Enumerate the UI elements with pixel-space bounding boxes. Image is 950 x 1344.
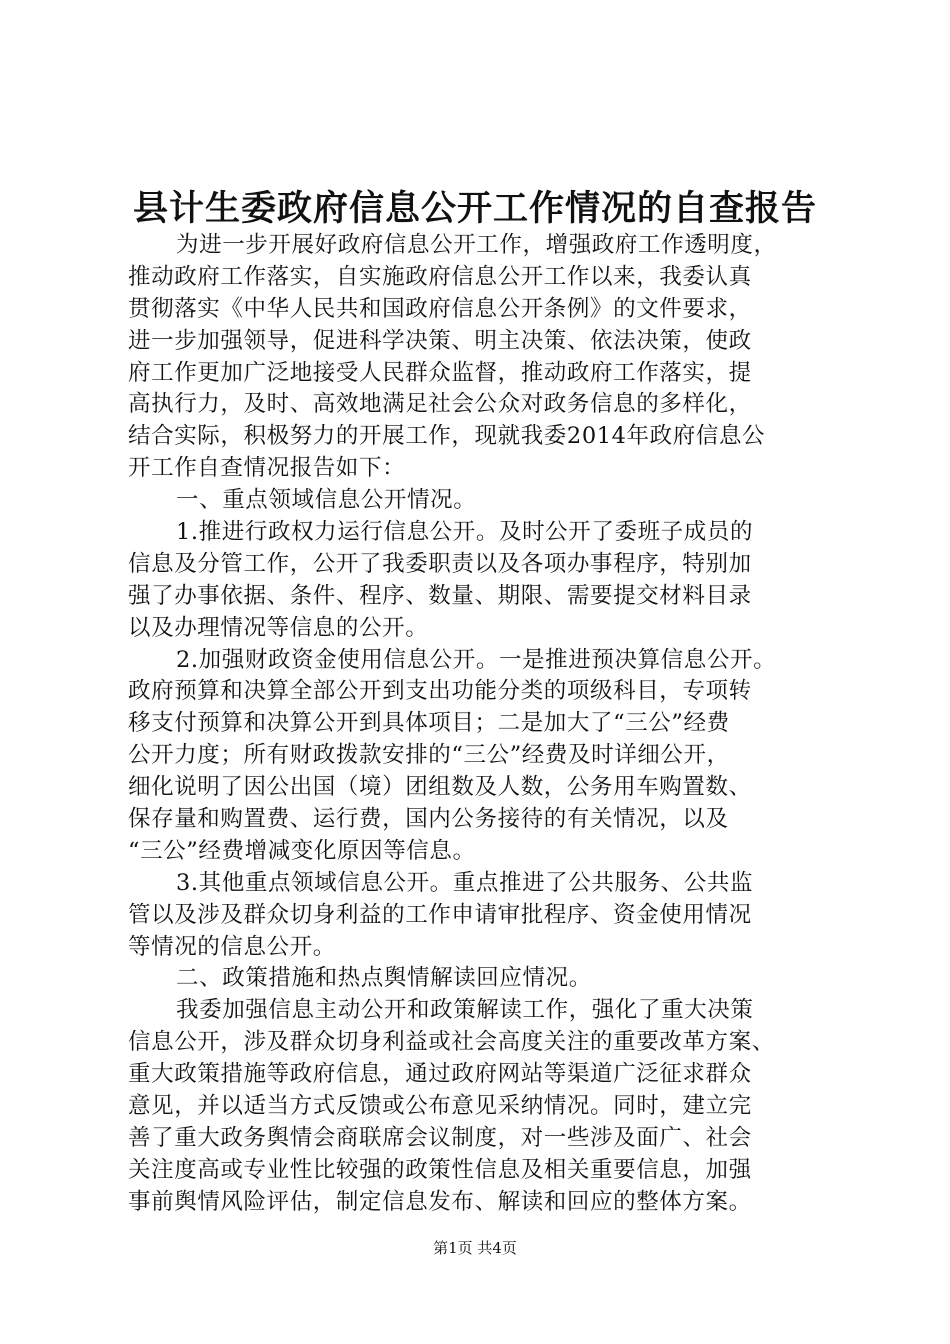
paragraph-intro-line: 府工作更加广泛地接受人民群众监督，推动政府工作落实，提 — [128, 359, 752, 386]
item-2-line: 保存量和购置费、运行费，国内公务接待的有关情况，以及 — [128, 806, 729, 833]
paragraph-intro-line: 贯彻落实《中华人民共和国政府信息公开条例》的文件要求， — [128, 295, 752, 322]
paragraph-policy-line: 事前舆情风险评估，制定信息发布、解读和回应的整体方案。 — [128, 1188, 752, 1215]
item-2-line: 2.加强财政资金使用信息公开。一是推进预决算信息公开。 — [176, 646, 777, 673]
item-2-line: 移支付预算和决算公开到具体项目；二是加大了“三公”经费 — [128, 710, 730, 737]
page-footer: 第1页 共4页 — [433, 1239, 517, 1257]
item-2-line: 细化说明了因公出国（境）团组数及人数，公务用车购置数、 — [128, 774, 752, 801]
paragraph-policy-line: 信息公开，涉及群众切身利益或社会高度关注的重要改革方案、 — [128, 1029, 775, 1056]
item-1-line: 信息及分管工作，公开了我委职责以及各项办事程序，特别加 — [128, 550, 752, 577]
paragraph-intro-line: 进一步加强领导，促进科学决策、明主决策、依法决策，使政 — [128, 327, 752, 354]
section-heading-1: 一、重点领域信息公开情况。 — [176, 487, 477, 514]
paragraph-intro-line: 推动政府工作落实，自实施政府信息公开工作以来，我委认真 — [128, 263, 752, 290]
paragraph-policy-line: 重大政策措施等政府信息，通过政府网站等渠道广泛征求群众 — [128, 1061, 752, 1088]
document-title: 县计生委政府信息公开工作情况的自查报告 — [132, 188, 817, 229]
paragraph-policy-line: 意见，并以适当方式反馈或公布意见采纳情况。同时，建立完 — [128, 1093, 752, 1120]
item-1-line: 1.推进行政权力运行信息公开。及时公开了委班子成员的 — [176, 519, 754, 546]
item-3-line: 管以及涉及群众切身利益的工作申请审批程序、资金使用情况 — [128, 901, 752, 928]
paragraph-intro-line: 结合实际，积极努力的开展工作，现就我委2014年政府信息公 — [128, 423, 766, 450]
item-2-line: “三公”经费增减变化原因等信息。 — [128, 837, 476, 864]
paragraph-intro-line: 为进一步开展好政府信息公开工作，增强政府工作透明度， — [176, 232, 777, 258]
item-1-line: 强了办事依据、条件、程序、数量、期限、需要提交材料目录 — [128, 582, 752, 609]
document-body — [128, 230, 840, 1219]
item-3-line: 3.其他重点领域信息公开。重点推进了公共服务、公共监 — [176, 869, 754, 896]
paragraph-policy-line: 我委加强信息主动公开和政策解读工作，强化了重大决策 — [176, 997, 754, 1024]
section-heading-2: 二、政策措施和热点舆情解读回应情况。 — [176, 965, 592, 992]
paragraph-intro-line: 开工作自查情况报告如下： — [128, 455, 406, 482]
item-2-line: 政府预算和决算全部公开到支出功能分类的项级科目，专项转 — [128, 678, 752, 705]
paragraph-intro-line: 高执行力，及时、高效地满足社会公众对政务信息的多样化， — [128, 391, 752, 418]
item-1-line: 以及办理情况等信息的公开。 — [128, 614, 429, 641]
item-3-line: 等情况的信息公开。 — [128, 933, 336, 960]
item-2-line: 公开力度；所有财政拨款安排的“三公”经费及时详细公开， — [128, 742, 730, 769]
paragraph-policy-line: 关注度高或专业性比较强的政策性信息及相关重要信息，加强 — [128, 1156, 752, 1183]
paragraph-policy-line: 善了重大政务舆情会商联席会议制度，对一些涉及面广、社会 — [128, 1124, 752, 1151]
